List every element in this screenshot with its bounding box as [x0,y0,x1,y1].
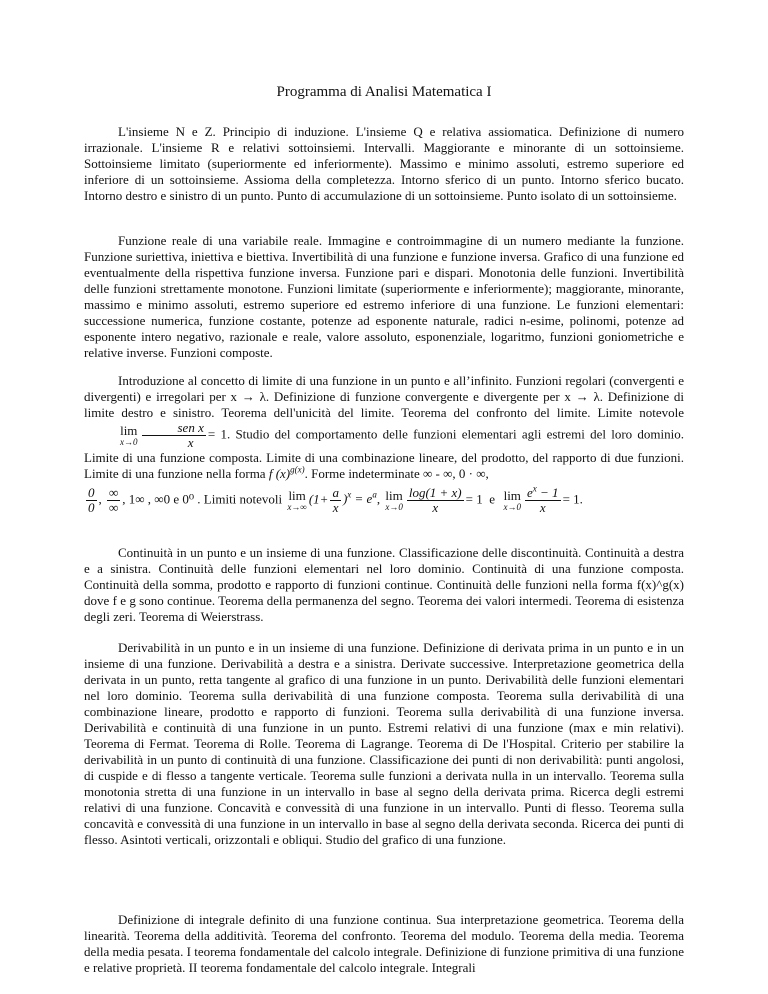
power-form-formula: f $(x)^{g(x)}$ [268,464,305,481]
limits-text-c: . Forme indeterminate ∞ - ∞, 0 · ∞, [304,466,489,481]
fraction-zero-zero: $\frac{0}{0}$ [88,485,95,515]
fraction-inf-inf: $\frac{\infty}{\infty}$ [109,485,119,515]
paragraph-text: Funzione reale di una variabile reale. Immagine e controimmagine di un numero mediante la funzione. Funzione suriettiva, iniettiva e biettiva. Invertibilità di una funzione e funzione inversa. Grafico di una funzione ed eventualmente della rispettiva funzione inversa. Funzione pari e dispari. Monotonia delle funzioni. Invertibilità delle funzioni strettamente monotone. Funzioni limitate (superiormente e inferiormente); maggiorante, minorante, massimo e minimo assoluti, estremo superiore ed estremo inferiore di una funzione. Le funzioni elementari: successione numerica, funzione costante, potenze ad esponente naturale, radici n-esime, polinomi, potenze ad esponente intero negativo, razionale e reale, valore assoluto, esponenziale, logaritmo, funzioni goniometriche e relative inverse. Funzioni composte. [84,233,684,360]
limits-text-b: . Studio del comportamento delle funzioni elementari agli estremi del loro dominio. Limite di una funzione composta. Limite di una combinazione lineare, del prodotto, del rapporto di due funzioni. Limite di una funzione nella forma [84,426,684,481]
indeterminate-forms-line: $\frac{0}{0}$ , $\frac{\infty}{\infty}$ , 1∞ , ∞0 e 0⁰ . Limiti notevoli lim x→∞ (1+ $\frac{a}{x}$ )$^x = e^a$, lim x→0 $\frac{\log(1 + x)}{x}$ = 1 e lim x→0 $\frac{e^x - 1}{x}$ = 1. [88,483,583,515]
fraction-sinx: $\frac{\text{sen x}}{x}$ [142,421,206,450]
paragraph-derivatives [84,640,684,848]
limit-e-formula: lim x→∞ [287,488,307,512]
paragraph-text: Introduzione al concetto di limite di una funzione in un punto e all’infinito. Funzioni regolari (convergenti e divergenti) e irregolari per x → λ. Definizione di funzione convergente e divergente per x → λ. Definizione di limite destro e sinistro. Teorema dell'unicità del limite. Teorema del confronto del limite. Limite notevole lim x→0 $\frac{\text{sen x}}{x}$ = 1. Studio del comportamento delle funzioni elementari agli estremi del loro dominio. Limite di una funzione composta. Limite di una combinazione lineare, del prodotto, del rapporto di due funzioni. Limite di una funzione nella forma f $(x)^{g(x)}$. Forme indeterminate ∞ - ∞, 0 · ∞, $\frac{0}{0}$ , $\frac{\infty}{\infty}$ , 1∞ , ∞0 e 0⁰ . Limiti notevoli lim x→∞ (1+ $\frac{a}{x}$ )$^x = e^a$, lim x→0 $\frac{\log(1 + x)}{x}$ = 1 e lim x→0 $\frac{e^x - 1}{x}$ = 1. [84,373,684,515]
paragraph-text: Continuità in un punto e un insieme di una funzione. Classificazione delle discontinuità. Continuità a destra e a sinistra. Continuità delle funzioni elementari nel loro dominio. Continuità di una funzione composta. Continuità della somma, prodotto e rapporto di funzioni continue. Continuità delle funzioni nella forma f(x)^g(x) dove f e g sono continue. Teorema della permanenza del segno. Teorema dei valori intermedi. Teorema di esistenza degli zeri. Teorema di Weierstrass. [84,545,684,624]
limit-exp-formula: lim x→0 [503,488,521,512]
limits-text-a: Introduzione al concetto di limite di una funzione in un punto e all’infinito. Funzioni regolari (convergenti e divergenti) e irregolari per x → λ. Definizione di funzione convergente e divergente per x → λ. Definizione di limite destro e sinistro. Teorema dell'unicità del limite. Teorema del confronto del limite. Limite notevole [84,373,684,420]
paragraph-functions [84,233,684,361]
page-title: Programma di Analisi Matematica I [276,84,492,100]
limits-text-d: , 1∞ , ∞0 e 0⁰ . Limiti notevoli [122,491,283,507]
paragraph-continuity [84,545,684,625]
paragraph-limits [84,373,684,517]
limit-log-formula: lim x→0 [385,488,403,512]
paragraph-text: Definizione di integrale definito di una funzione continua. Sua interpretazione geometrica. Teorema della linearità. Teorema della additività. Teorema del confronto. Teorema del modulo. Teorema della media. Teorema della media pesata. I teorema fondamentale del calcolo integrale. Definizione di funzione primitiva di una funzione e relative proprietà. II teorema fondamentale del calcolo integrale. Integrali [84,912,684,975]
paragraph-sets [84,124,684,204]
paragraph-text: Derivabilità in un punto e in un insieme di una funzione. Definizione di derivata prima in un punto e in un insieme di una funzione. Derivabilità a destra e a sinistra. Derivate successive. Interpretazione geometrica della derivata in un punto, retta tangente al grafico di una funzione in un punto. Derivabilità delle funzioni elementari nel loro dominio. Teorema sulla derivabilità di una funzione composta. Teorema sulla derivabilità di una combinazione lineare, prodotto e rapporto di funzioni. Teorema sulla derivabilità di una funzione inversa. Derivabilità e continuità di una funzione in un punto. Estremi relativi di una funzione (max e min relativi). Teorema di Fermat. Teorema di Rolle. Teorema di Lagrange. Teorema di De l'Hospital. Criterio per stabilire la derivabilità in un punto di continuità di una funzione. Classificazione dei punti di non derivabilità: punti angolosi, di cuspide e di flesso a tangente verticale. Teorema sulle funzioni a derivata nulla in un intervallo. Teorema sulla monotonia stretta di una funzione in un intervallo in base al segno della derivata prima. Ricerca degli estremi relativi di una funzione. Concavità e convessità di una funzione in un intervallo. Punti di flesso. Teorema sulla concavità e convessità di una funzione in un intervallo in base al segno della derivata seconda. Ricerca dei punti di flesso. Asintoti verticali, orizzontali e obliqui. Studio del grafico di una funzione. [84,640,684,847]
paragraph-text: L'insieme N e Z. Principio di induzione. L'insieme Q e relativa assiomatica. Definizione di numero irrazionale. L'insieme R e relativi sottoinsiemi. Intervalli. Maggiorante e minorante di un sottoinsieme. Sottoinsieme limitato (superiormente ed inferiormente). Massimo e minimo assoluti, estremo superiore ed inferiore di un sottoinsieme. Assioma della completezza. Intorno sferico di un punto. Intorno sferico bucato. Intorno destro e sinistro di un punto. Punto di accumulazione di un sottoinsieme. Punto isolato di un sottoinsieme. [84,124,684,203]
limit-formula: lim x→0 [120,423,138,447]
paragraph-integrals [84,912,684,976]
